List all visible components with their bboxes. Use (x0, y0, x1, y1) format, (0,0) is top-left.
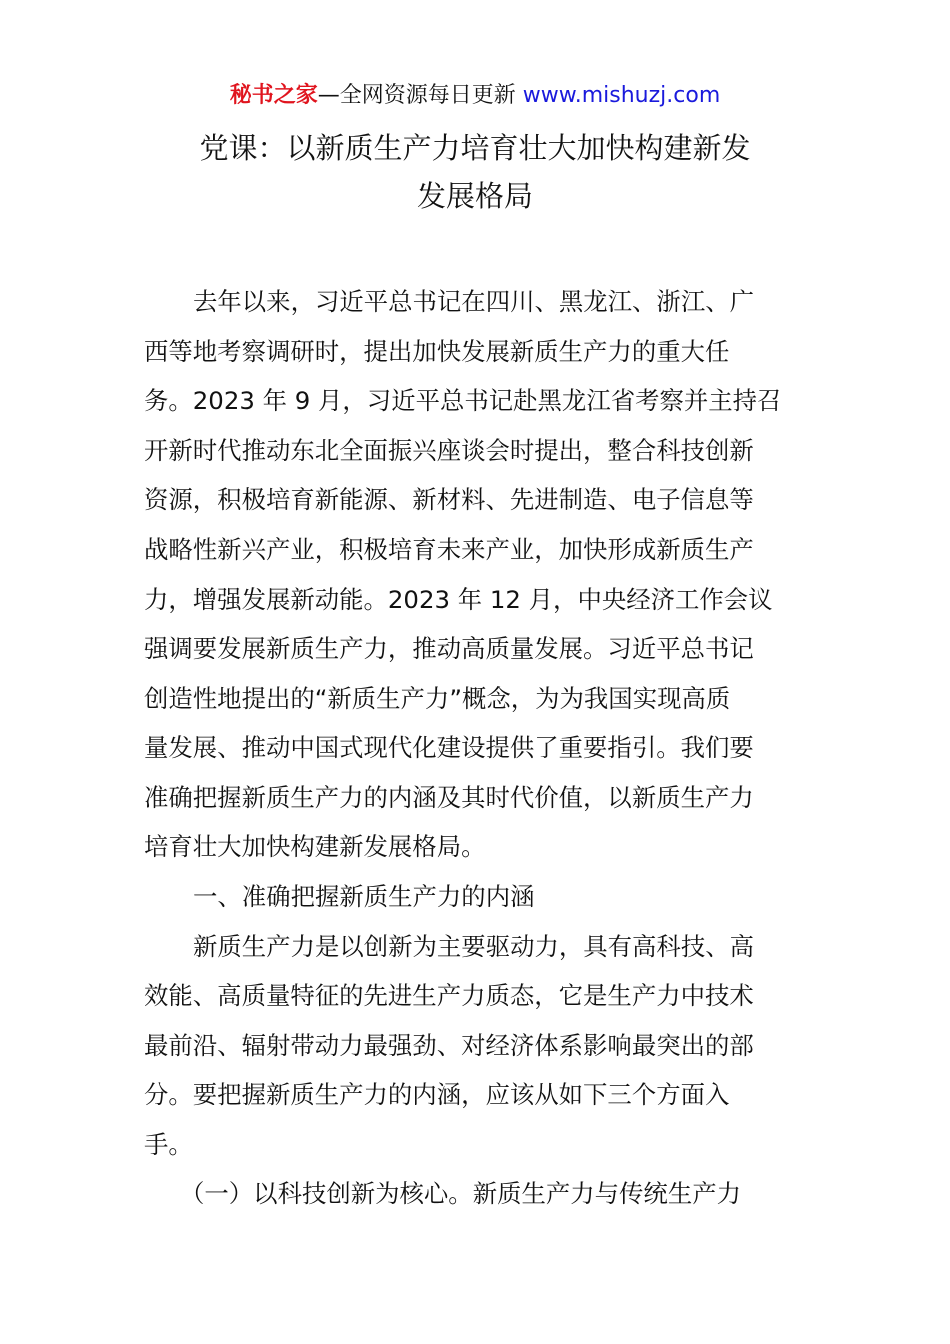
paragraph-line: 开新时代推动东北全面振兴座谈会时提出，整合科技创新 (144, 436, 754, 465)
paragraph-line: 分。要把握新质生产力的内涵，应该从如下三个方面入 (144, 1080, 730, 1109)
paragraph-line: 战略性新兴产业，积极培育未来产业，加快形成新质生产 (144, 535, 754, 564)
document-title-line-2: 发展格局 (416, 179, 533, 213)
site-header (0, 80, 950, 112)
site-brand: 秘书之家 (229, 83, 318, 108)
site-url: www.mishuzj.com (522, 83, 721, 108)
paragraph-line: 量发展、推动中国式现代化建设提供了重要指引。我们要 (144, 733, 754, 762)
paragraph-line: 最前沿、辐射带动力最强劲、对经济体系影响最突出的部 (144, 1031, 754, 1060)
paragraph-line: 创造性地提出的“新质生产力”概念，为为我国实现高质 (144, 684, 731, 713)
site-tagline: —全网资源每日更新 (317, 83, 523, 108)
paragraph-line: 资源，积极培育新能源、新材料、先进制造、电子信息等 (144, 485, 754, 514)
subsection-line: （一）以科技创新为核心。新质生产力与传统生产力 (180, 1179, 741, 1208)
paragraph-line: 强调要发展新质生产力，推动高质量发展。习近平总书记 (144, 634, 754, 663)
paragraph-line: 效能、高质量特征的先进生产力质态，它是生产力中技术 (144, 981, 754, 1010)
paragraph-line: 力，增强发展新动能。2023 年 12 月，中央经济工作会议 (144, 585, 773, 614)
section-heading: 一、准确把握新质生产力的内涵 (193, 882, 535, 911)
paragraph-line: 培育壮大加快构建新发展格局。 (144, 832, 486, 861)
paragraph-line: 去年以来，习近平总书记在四川、黑龙江、浙江、广 (193, 287, 754, 316)
paragraph-line: 务。2023 年 9 月，习近平总书记赴黑龙江省考察并主持召 (144, 386, 782, 415)
paragraph-line: 西等地考察调研时，提出加快发展新质生产力的重大任 (144, 337, 730, 366)
paragraph-line: 准确把握新质生产力的内涵及其时代价值，以新质生产力 (144, 783, 754, 812)
paragraph-line: 新质生产力是以创新为主要驱动力，具有高科技、高 (193, 932, 754, 961)
document-title-line-1: 党课：以新质生产力培育壮大加快构建新发 (199, 131, 751, 165)
paragraph-line: 手。 (144, 1130, 193, 1159)
